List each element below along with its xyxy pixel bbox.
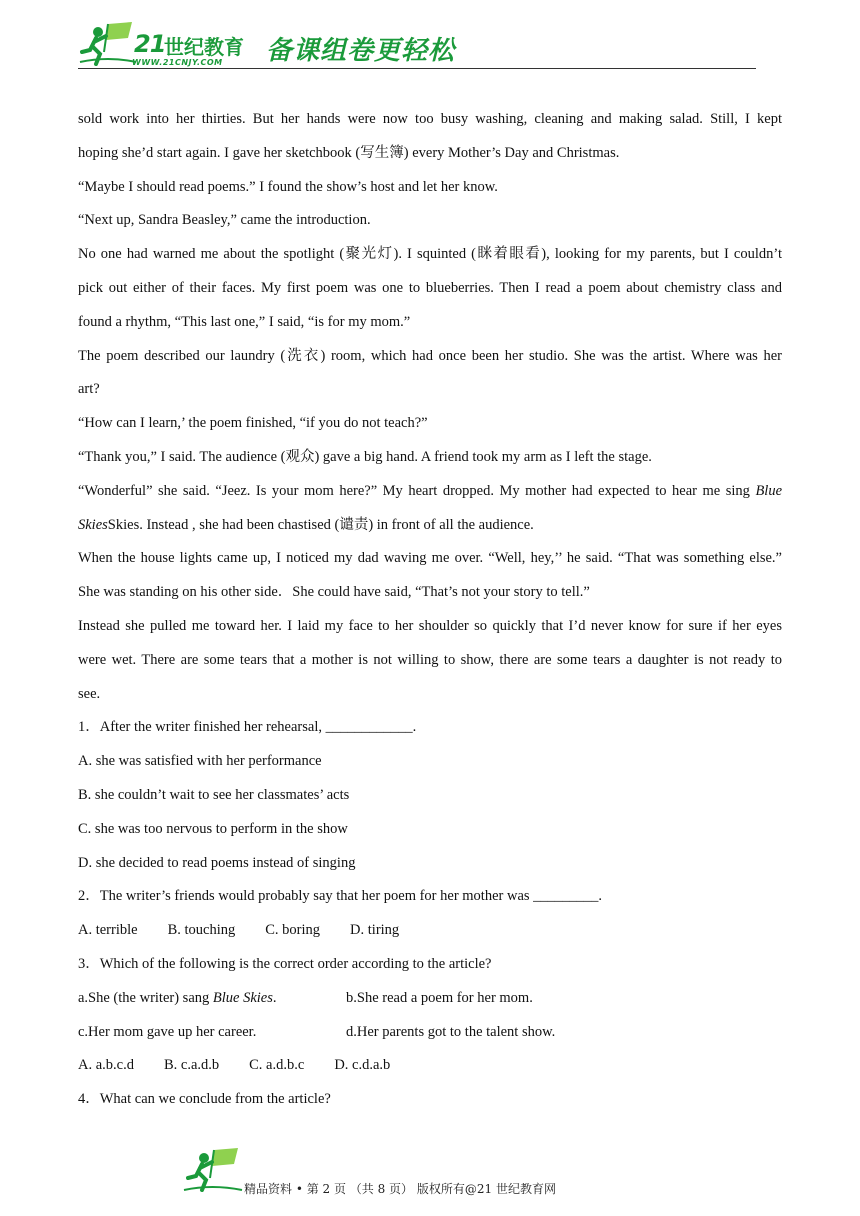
passage-line: sold work into her thirties. But her hands were now too busy washing, cleaning and making salad. Still, I kept bbox=[78, 111, 782, 127]
answer-option: A. terrible bbox=[78, 922, 138, 939]
passage-line: pick out either of their faces. My first poem was one to blueberries. Then I read a poem about chemistry class and bbox=[78, 279, 782, 296]
passage-line: see. bbox=[78, 685, 101, 702]
passage-line bbox=[78, 509, 782, 543]
brand-name: 世纪教育 bbox=[164, 35, 244, 59]
song-title-italic: Skies bbox=[78, 516, 108, 533]
answer-option: B. she couldn’t wait to see her classmates’ acts bbox=[78, 786, 350, 803]
answer-option: B. c.a.d.b bbox=[163, 1057, 220, 1074]
answer-options-row bbox=[78, 1049, 782, 1083]
brand-number: 21 bbox=[134, 30, 166, 58]
passage-line: “How can I learn,’ the poem finished, “if you do not teach?” bbox=[78, 415, 428, 432]
header-slogan: 备课组卷更轻松 bbox=[266, 36, 456, 66]
passage-line: hoping she’d start again. I gave her sketchbook (写生簿) every Mother’s Day and Christmas. bbox=[78, 144, 620, 161]
answer-options-row bbox=[78, 914, 782, 948]
passage-line: “Next up, Sandra Beasley,” came the introduction. bbox=[78, 212, 371, 229]
passage-text: Skies. Instead , she had been chastised (谴责) in front of all the audience. bbox=[107, 516, 534, 533]
passage-line: found a rhythm, “This last one,” I said, “is for my mom.” bbox=[78, 313, 411, 330]
order-item-a bbox=[78, 990, 277, 1006]
order-item-b: b.She read a poem for her mom. bbox=[346, 989, 533, 1006]
order-item-d: d.Her parents got to the talent show. bbox=[346, 1023, 556, 1040]
song-title-italic: Blue Skies bbox=[212, 989, 273, 1006]
passage-line: “Thank you,” I said. The audience (观众) gave a big hand. A friend took my arm as I left the stage. bbox=[78, 448, 652, 465]
passage-line: No one had warned me about the spotlight (聚光灯). I squinted (眯着眼看), looking for my parents, but I couldn’t bbox=[78, 246, 782, 263]
header-divider bbox=[78, 68, 756, 69]
passage-text: “Wonderful” she said. “Jeez. Is your mom here?” My heart dropped. My mother had expected to hear me sing bbox=[78, 482, 750, 499]
answer-option: C. a.d.b.c bbox=[249, 1057, 305, 1074]
passage-line: “Maybe I should read poems.” I found the show’s host and let her know. bbox=[78, 178, 498, 195]
question-stem: 4．What can we conclude from the article? bbox=[78, 1091, 331, 1108]
runner-with-flag-icon bbox=[78, 22, 138, 66]
passage-line bbox=[78, 475, 782, 509]
page-footer bbox=[180, 1146, 600, 1196]
order-item-c: c.Her mom gave up her career. bbox=[78, 1023, 257, 1040]
answer-option: C. she was too nervous to perform in the show bbox=[78, 820, 348, 837]
answer-option: B. touching bbox=[167, 922, 236, 939]
song-title-italic: Blue bbox=[755, 482, 782, 499]
question-stem: 3．Which of the following is the correct order according to the article? bbox=[78, 955, 492, 972]
order-item-text: . bbox=[272, 989, 277, 1006]
order-items-row bbox=[78, 982, 782, 1016]
passage-line: When the house lights came up, I noticed my dad waving me over. “Well, hey,’’ he said. “That was something else.” bbox=[78, 550, 782, 567]
runner-with-flag-icon bbox=[180, 1146, 244, 1192]
order-items-row bbox=[78, 1016, 782, 1050]
answer-option: C. boring bbox=[265, 922, 321, 939]
passage-line: She was standing on his other side．She could have said, “That’s not your story to tell.” bbox=[78, 584, 590, 601]
question-stem: 1．After the writer finished her rehearsal, ____________. bbox=[78, 719, 417, 736]
question-stem: 2．The writer’s friends would probably say that her poem for her mother was _________. bbox=[78, 888, 603, 905]
passage-line: Instead she pulled me toward her. I laid my face to her shoulder so quickly that I’d never know for sure if her eyes bbox=[78, 617, 782, 634]
passage-line: were wet. There are some tears that a mother is not willing to show, there are some tears a daughter is not ready to bbox=[78, 651, 782, 668]
footer-text: 精品资料 • 第 2 页 （共 8 页） 版权所有@21 世纪教育网 bbox=[244, 1182, 556, 1196]
page-header bbox=[78, 20, 756, 72]
answer-option: D. c.d.a.b bbox=[334, 1057, 391, 1074]
answer-option: A. she was satisfied with her performance bbox=[78, 753, 322, 770]
answer-option: D. tiring bbox=[350, 922, 400, 939]
answer-option: A. a.b.c.d bbox=[78, 1057, 134, 1074]
passage-line: art? bbox=[78, 381, 100, 398]
answer-option: D. she decided to read poems instead of singing bbox=[78, 854, 356, 871]
document-body bbox=[78, 103, 782, 1117]
brand-url: WWW.21CNJY.COM bbox=[132, 58, 223, 67]
order-item-text: a.She (the writer) sang bbox=[78, 989, 213, 1006]
passage-line: The poem described our laundry (洗衣) room, which had once been her studio. She was the artist. Where was her bbox=[78, 347, 782, 364]
